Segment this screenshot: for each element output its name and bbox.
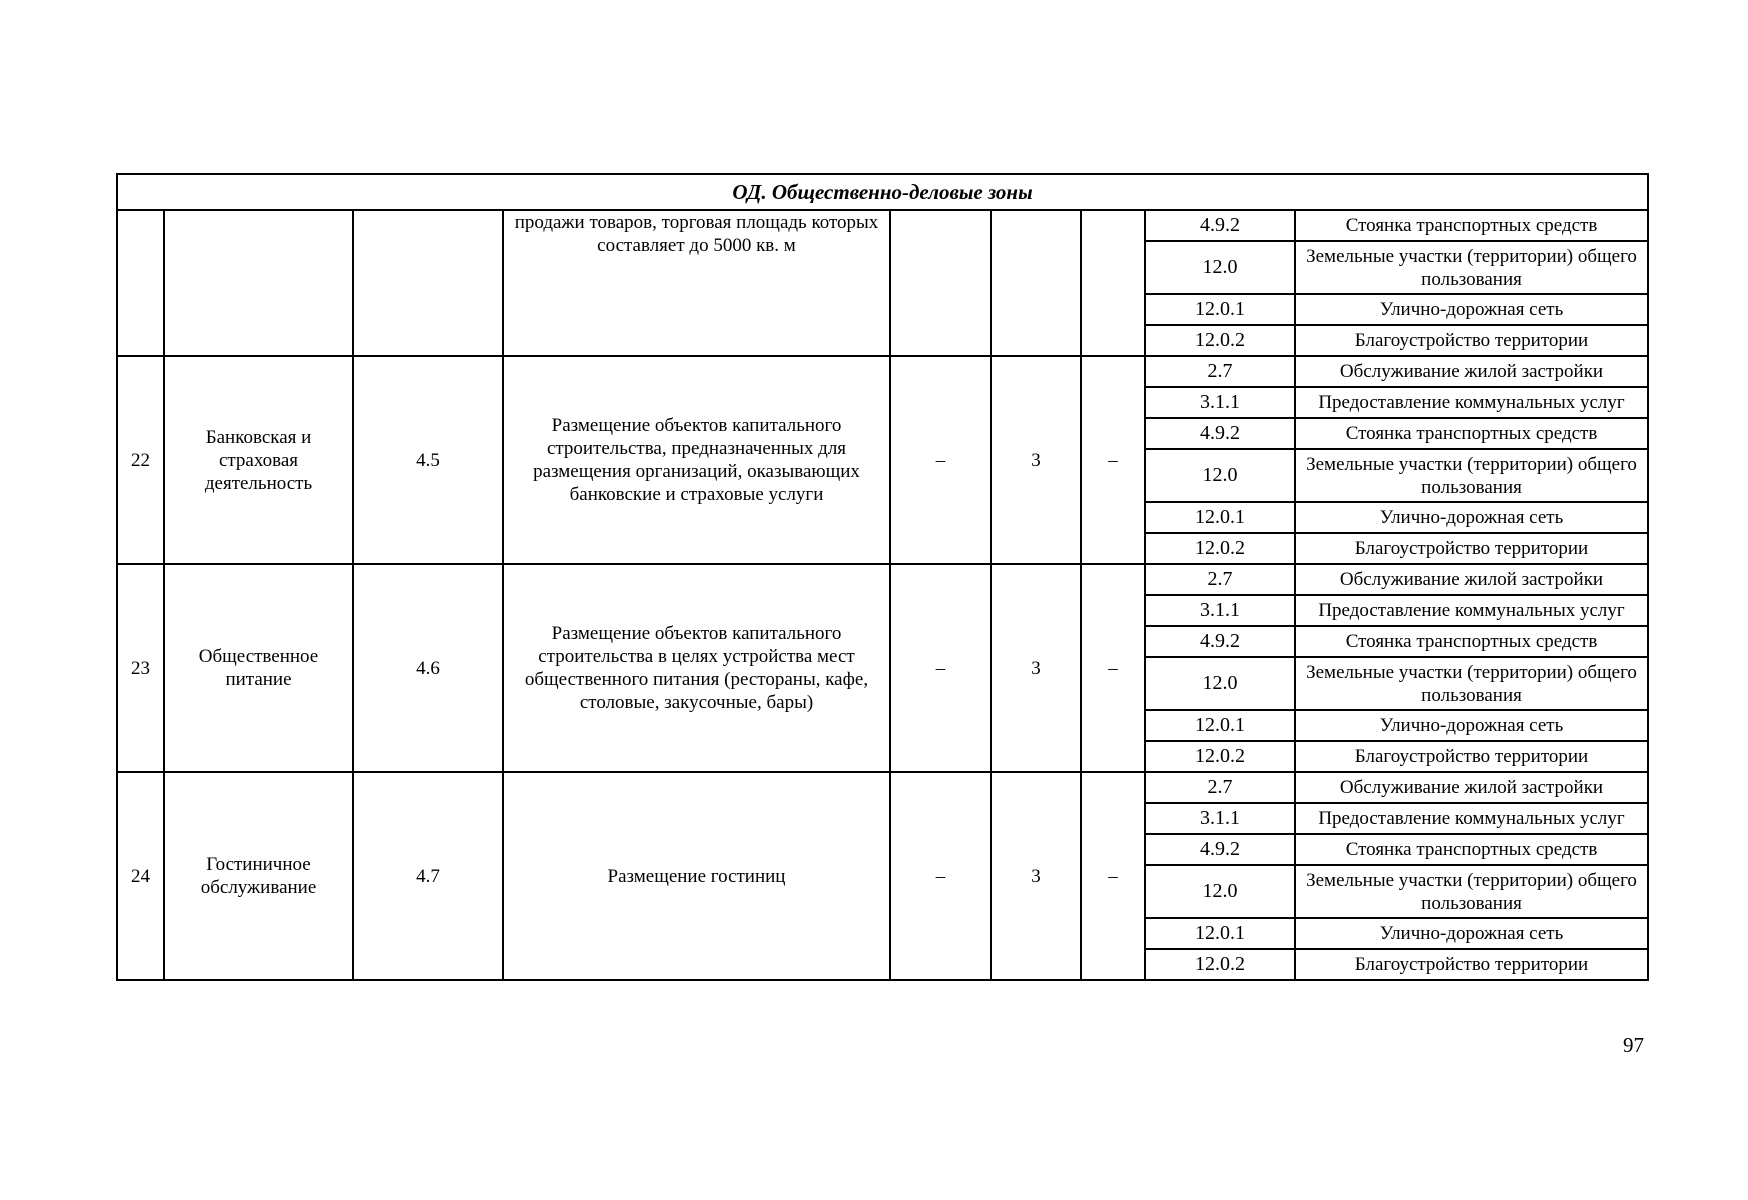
aux-code: 4.9.2 [1145,210,1295,241]
zone-title-row [117,174,1648,210]
aux-code: 12.0.1 [1145,918,1295,949]
cell-col7: – [1081,356,1145,564]
cell-col7: – [1081,564,1145,772]
aux-code: 12.0 [1145,449,1295,502]
table-row [117,772,1648,803]
aux-name: Обслуживание жилой застройки [1295,772,1648,803]
page-number: 97 [1623,1033,1644,1057]
aux-name: Земельные участки (территории) общего пользования [1295,449,1648,502]
aux-code: 12.0 [1145,865,1295,918]
aux-name: Земельные участки (территории) общего пользования [1295,865,1648,918]
cell-col6 [991,210,1081,356]
aux-code: 3.1.1 [1145,595,1295,626]
cell-num: 23 [117,564,164,772]
cell-num [117,210,164,356]
aux-name: Стоянка транспортных средств [1295,418,1648,449]
aux-name: Улично-дорожная сеть [1295,710,1648,741]
aux-name: Благоустройство территории [1295,949,1648,980]
aux-name: Обслуживание жилой застройки [1295,356,1648,387]
aux-code: 3.1.1 [1145,803,1295,834]
aux-name: Стоянка транспортных средств [1295,210,1648,241]
cell-description: Размещение гостиниц [503,772,890,980]
table-row [117,564,1648,595]
cell-description: Размещение объектов капитального строительства в целях устройства мест общественного питания (рестораны, кафе, столовые, закусочные, бары) [503,564,890,772]
aux-code: 2.7 [1145,356,1295,387]
aux-name: Улично-дорожная сеть [1295,918,1648,949]
cell-code: 4.6 [353,564,503,772]
cell-name: Общественное питание [164,564,353,772]
aux-code: 12.0.1 [1145,710,1295,741]
aux-code: 12.0.1 [1145,294,1295,325]
aux-code: 2.7 [1145,772,1295,803]
cell-col7 [1081,210,1145,356]
aux-name: Стоянка транспортных средств [1295,834,1648,865]
aux-name: Стоянка транспортных средств [1295,626,1648,657]
aux-code: 12.0 [1145,657,1295,710]
aux-code: 12.0.2 [1145,533,1295,564]
aux-name: Улично-дорожная сеть [1295,294,1648,325]
aux-code: 4.9.2 [1145,834,1295,865]
cell-col5: – [890,356,991,564]
aux-code: 12.0 [1145,241,1295,294]
aux-code: 2.7 [1145,564,1295,595]
cell-num: 24 [117,772,164,980]
aux-name: Земельные участки (территории) общего пользования [1295,241,1648,294]
cell-code: 4.5 [353,356,503,564]
aux-code: 4.9.2 [1145,418,1295,449]
cell-code: 4.7 [353,772,503,980]
aux-code: 12.0.2 [1145,741,1295,772]
aux-code: 12.0.1 [1145,502,1295,533]
aux-code: 3.1.1 [1145,387,1295,418]
aux-code: 12.0.2 [1145,949,1295,980]
cell-code [353,210,503,356]
cell-col6: 3 [991,564,1081,772]
aux-name: Благоустройство территории [1295,325,1648,356]
cell-num: 22 [117,356,164,564]
cell-col5: – [890,772,991,980]
cell-name: Банковская и страховая деятельность [164,356,353,564]
aux-code: 12.0.2 [1145,325,1295,356]
cell-col6: 3 [991,772,1081,980]
aux-name: Предоставление коммунальных услуг [1295,803,1648,834]
table-row [117,210,1648,241]
aux-name: Предоставление коммунальных услуг [1295,595,1648,626]
aux-name: Предоставление коммунальных услуг [1295,387,1648,418]
aux-name: Земельные участки (территории) общего пользования [1295,657,1648,710]
cell-col7: – [1081,772,1145,980]
aux-name: Обслуживание жилой застройки [1295,564,1648,595]
aux-name: Благоустройство территории [1295,741,1648,772]
cell-name: Гостиничное обслуживание [164,772,353,980]
cell-description: продажи товаров, торговая площадь которых составляет до 5000 кв. м [503,210,890,356]
aux-name: Благоустройство территории [1295,533,1648,564]
cell-col6: 3 [991,356,1081,564]
aux-code: 4.9.2 [1145,626,1295,657]
table-row [117,356,1648,387]
cell-name [164,210,353,356]
cell-description: Размещение объектов капитального строительства, предназначенных для размещения организаций, оказывающих банковские и страховые услуги [503,356,890,564]
cell-col5 [890,210,991,356]
permitted-use-table [116,173,1649,981]
cell-col5: – [890,564,991,772]
aux-name: Улично-дорожная сеть [1295,502,1648,533]
zone-title: ОД. Общественно-деловые зоны [117,174,1648,210]
